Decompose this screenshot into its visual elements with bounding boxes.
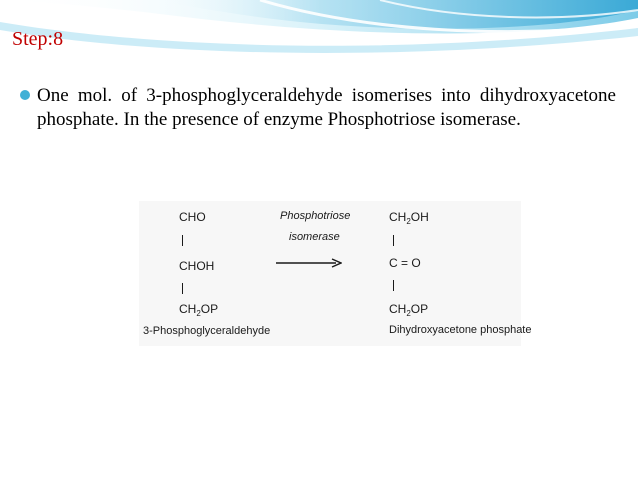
product-name: Dihydroxyacetone phosphate xyxy=(389,324,532,336)
enzyme-name-line-2: isomerase xyxy=(289,231,340,243)
bullet-item xyxy=(20,84,616,132)
substrate-bond-1 xyxy=(182,235,183,246)
substrate-choh: CHOH xyxy=(179,259,215,273)
product-bond-2 xyxy=(393,280,394,291)
enzyme-name-line-1: Phosphotriose xyxy=(280,210,351,222)
product-ch2oh: $CH_2OH$ xyxy=(389,210,429,226)
product-c-double-o: C = O xyxy=(389,256,421,270)
substrate-name: 3-Phosphoglyceraldehyde xyxy=(143,325,271,337)
product-bond-1 xyxy=(393,235,394,246)
bullet-marker-icon xyxy=(20,90,30,100)
reaction-arrow-icon xyxy=(276,257,342,269)
bullet-text: One mol. of 3-phosphoglyceraldehyde isomerises into dihydroxyacetone phosphate. In the presence of enzyme Phosphotriose isomerase. xyxy=(37,85,616,130)
substrate-cho: CHO xyxy=(179,210,206,224)
slide-title: Step:8 xyxy=(12,28,64,50)
header-swoosh-decoration xyxy=(0,0,638,70)
substrate-bond-2 xyxy=(182,283,183,294)
substrate-ch2op: $CH_2OP$ xyxy=(179,302,219,318)
product-ch2op: $CH_2OP$ xyxy=(389,302,429,318)
reaction-diagram xyxy=(139,201,532,346)
slide-content xyxy=(20,84,616,132)
